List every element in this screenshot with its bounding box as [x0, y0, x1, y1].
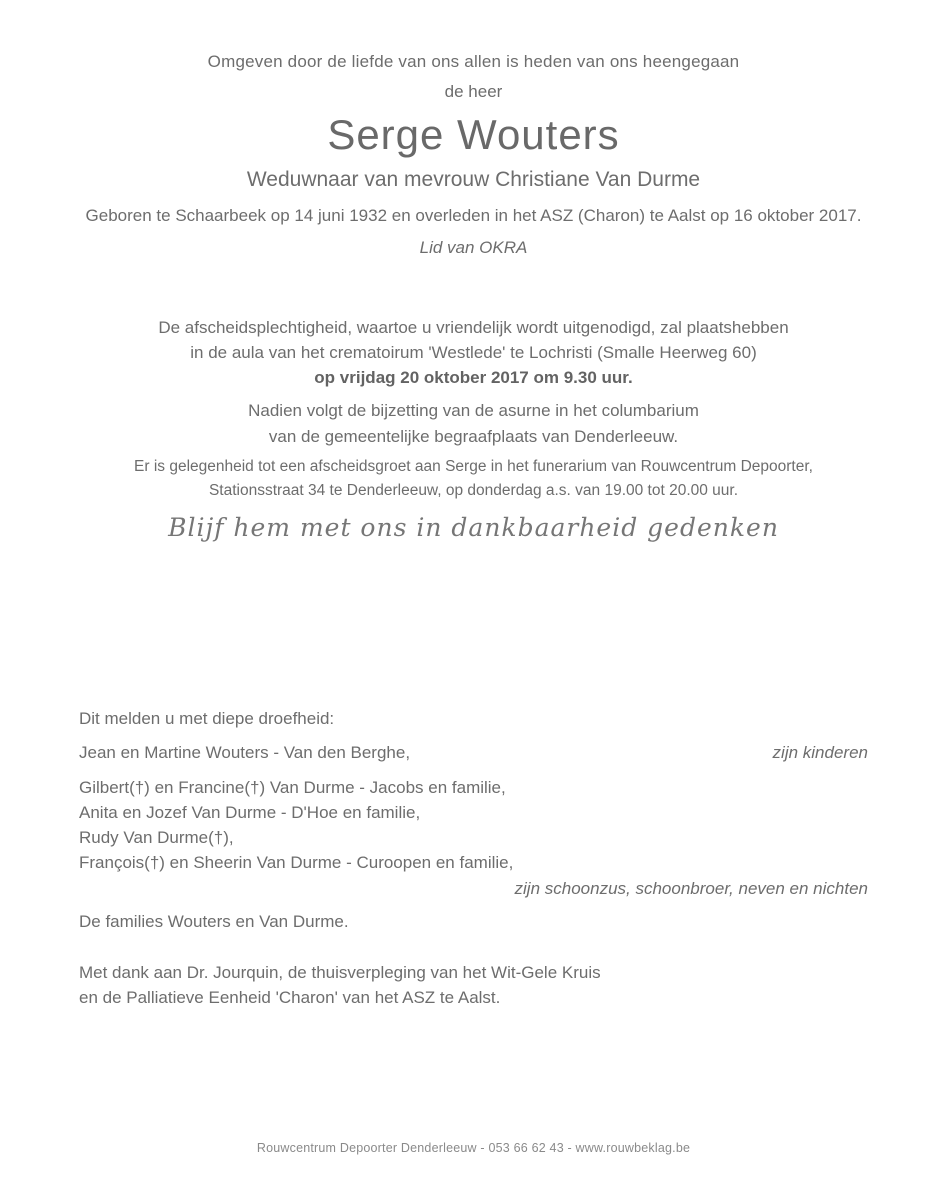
- inlaws-line: Gilbert(†) en Francine(†) Van Durme - Jacobs en familie,: [79, 778, 506, 797]
- inlaws-group: [79, 775, 868, 875]
- visitation-section: [0, 455, 947, 503]
- families-line: De families Wouters en Van Durme.: [79, 912, 349, 931]
- interment-section: [0, 398, 947, 450]
- visitation-line-2: Stationsstraat 34 te Denderleeuw, op donderdag a.s. van 19.00 tot 20.00 uur.: [208, 482, 739, 499]
- birth-death-line: Geboren te Schaarbeek op 14 juni 1932 en overleden in het ASZ (Charon) te Aalst op 16 oktober 2017.: [85, 206, 862, 225]
- thanks-line-2: en de Palliatieve Eenheid 'Charon' van het ASZ te Aalst.: [79, 988, 501, 1007]
- salutation: de heer: [444, 82, 503, 101]
- children-names: Jean en Martine Wouters - Van den Berghe,: [79, 743, 411, 762]
- children-relation-label: zijn kinderen: [772, 743, 868, 762]
- ceremony-section: [0, 315, 947, 390]
- interment-line-2: van de gemeentelijke begraafplaats van Denderleeuw.: [268, 427, 679, 446]
- family-intro-line: Dit melden u met diepe droefheid:: [79, 709, 335, 728]
- inlaws-line: Anita en Jozef Van Durme - D'Hoe en familie,: [79, 803, 421, 822]
- funeral-home-footer: Rouwcentrum Depoorter Denderleeuw - 053 66 62 43 - www.rouwbeklag.be: [256, 1141, 691, 1155]
- ceremony-date-line: op vrijdag 20 oktober 2017 om 9.30 uur.: [314, 368, 633, 387]
- visitation-line-1: Er is gelegenheid tot een afscheidsgroet aan Serge in het funerarium van Rouwcentrum Depoorter,: [134, 458, 813, 475]
- deceased-name: Serge Wouters: [327, 111, 620, 158]
- family-announcement-section: [0, 707, 947, 1010]
- membership-line: Lid van OKRA: [419, 238, 528, 257]
- inlaws-line: François(†) en Sheerin Van Durme - Curoopen en familie,: [79, 853, 514, 872]
- inlaws-relation-label: zijn schoonzus, schoonbroer, neven en nichten: [514, 879, 868, 898]
- ceremony-line-1: De afscheidsplechtigheid, waartoe u vriendelijk wordt uitgenodigd, zal plaatshebben: [158, 318, 789, 337]
- memorial-motto: Blijf hem met ons in dankbaarheid gedenken: [168, 513, 779, 542]
- inlaws-line: Rudy Van Durme(†),: [79, 828, 234, 847]
- thanks-line-1: Met dank aan Dr. Jourquin, de thuisverpleging van het Wit-Gele Kruis: [79, 963, 601, 982]
- ceremony-line-2: in de aula van het crematoirum 'Westlede' te Lochristi (Smalle Heerweg 60): [190, 343, 757, 362]
- interment-line-1: Nadien volgt de bijzetting van de asurne in het columbarium: [248, 401, 699, 420]
- thanks-section: [79, 960, 868, 1010]
- children-row: [79, 741, 868, 765]
- widower-subtitle: Weduwnaar van mevrouw Christiane Van Durme: [246, 168, 701, 191]
- intro-line: Omgeven door de liefde van ons allen is heden van ons heengegaan: [207, 52, 740, 71]
